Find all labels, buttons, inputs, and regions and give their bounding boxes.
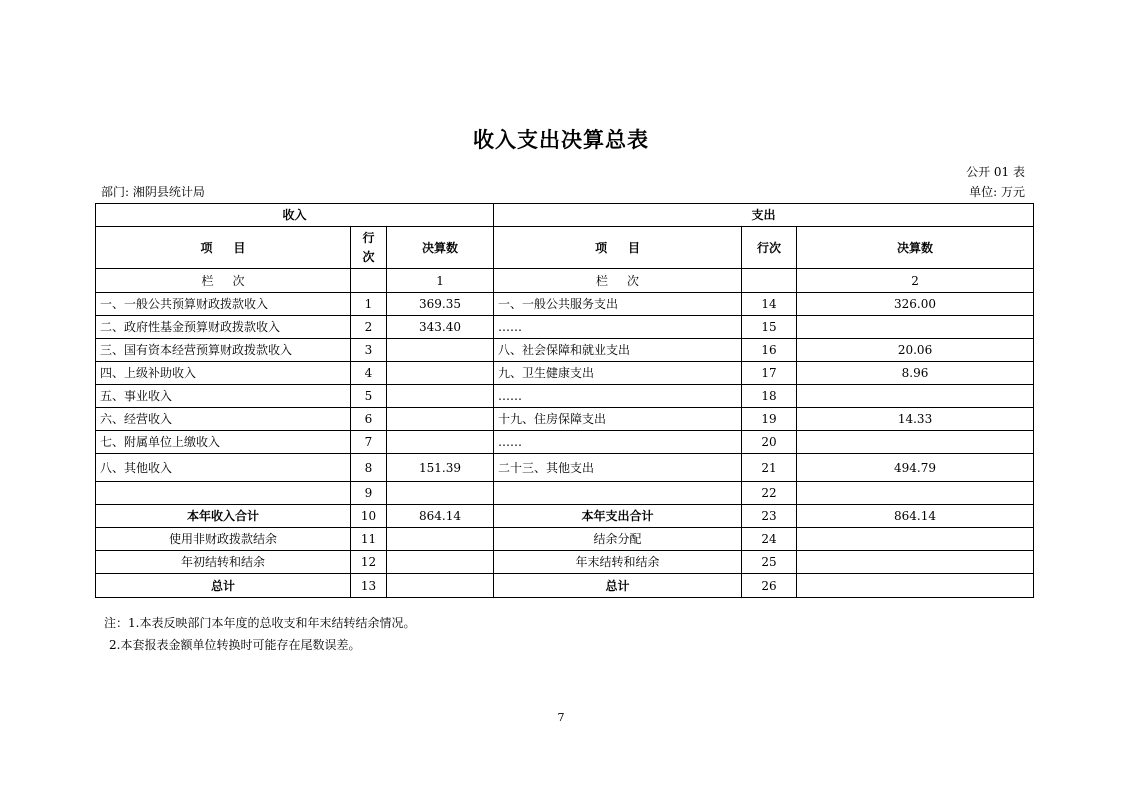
income-row-no: 12 [351,551,387,574]
income-row-no: 11 [351,528,387,551]
expense-item-col-header: 项 目 [494,227,742,269]
unit-label: 单位: 万元 [969,185,1025,199]
income-item-col-header: 项 目 [96,227,351,269]
expense-item: 八、社会保障和就业支出 [494,339,742,362]
income-row-no: 5 [351,385,387,408]
expense-amount: 494.79 [797,454,1034,482]
income-amount: 343.40 [387,316,494,339]
expense-item: …… [494,385,742,408]
footnotes [104,612,415,656]
table-row [96,339,1034,362]
expense-row-no: 14 [742,293,797,316]
expense-row-no: 25 [742,551,797,574]
table-row [96,454,1034,482]
expense-amount: 20.06 [797,339,1034,362]
expense-row-no: 19 [742,408,797,431]
income-col-number: 1 [387,269,494,293]
department-label: 部门: 湘阴县统计局 [101,185,205,199]
income-amount [387,362,494,385]
income-item: 六、经营收入 [96,408,351,431]
income-row-no: 7 [351,431,387,454]
expense-row-no: 15 [742,316,797,339]
year-income-total-label: 本年收入合计 [96,505,351,528]
income-expense-table [95,203,1034,598]
expense-amount: 326.00 [797,293,1034,316]
income-row-no: 3 [351,339,387,362]
table-row [96,482,1034,505]
income-row-no: 2 [351,316,387,339]
footnote-2: 2.本套报表金额单位转换时可能存在尾数误差。 [109,638,361,652]
income-amount [387,482,494,505]
page-title: 收入支出决算总表 [473,128,649,152]
income-item: 八、其他收入 [96,454,351,482]
expense-row-no: 23 [742,505,797,528]
income-header: 收入 [96,204,494,227]
non-fiscal-surplus-label: 使用非财政拨款结余 [96,528,351,551]
income-amount [387,339,494,362]
form-number: 公开 01 表 [966,165,1025,179]
expense-row-no: 22 [742,482,797,505]
expense-row-no: 21 [742,454,797,482]
income-row-no-col-header: 行次 [351,227,387,269]
expense-amount [797,431,1034,454]
expense-col-number: 2 [797,269,1034,293]
year-expense-total-label: 本年支出合计 [494,505,742,528]
table-row [96,551,1034,574]
table-row [96,362,1034,385]
expense-item: 十九、住房保障支出 [494,408,742,431]
income-item [96,482,351,505]
expense-row-no: 18 [742,385,797,408]
table-row [96,385,1034,408]
income-row-no: 9 [351,482,387,505]
income-amount: 151.39 [387,454,494,482]
income-lanci-label: 栏 次 [96,269,351,293]
closing-balance-label: 年末结转和结余 [494,551,742,574]
page-number: 7 [557,711,565,724]
expense-amount: 14.33 [797,408,1034,431]
income-row-no: 13 [351,574,387,598]
income-item: 一、一般公共预算财政拨款收入 [96,293,351,316]
income-amount [387,408,494,431]
expense-amount [797,316,1034,339]
expense-row-no: 20 [742,431,797,454]
table-row [96,431,1034,454]
table-row [96,293,1034,316]
income-row-no: 4 [351,362,387,385]
footnote-1: 注：1.本表反映部门本年度的总收支和年末结转结余情况。 [104,616,416,630]
expense-item: 二十三、其他支出 [494,454,742,482]
expense-item: …… [494,431,742,454]
income-amount [387,431,494,454]
year-expense-total-value: 864.14 [797,505,1034,528]
expense-row-no-col-header: 行次 [742,227,797,269]
grand-expense-total-label: 总计 [494,574,742,598]
expense-row-no: 17 [742,362,797,385]
expense-item [494,482,742,505]
year-total-row [96,505,1034,528]
table-row [96,408,1034,431]
income-row-no: 1 [351,293,387,316]
expense-header: 支出 [494,204,1034,227]
grand-income-total-label: 总计 [96,574,351,598]
expense-row-no: 16 [742,339,797,362]
income-amount-col-header: 决算数 [387,227,494,269]
expense-amount: 8.96 [797,362,1034,385]
surplus-distribution-label: 结余分配 [494,528,742,551]
lanci-row [96,269,1034,293]
income-item: 三、国有资本经营预算财政拨款收入 [96,339,351,362]
income-item: 七、附属单位上缴收入 [96,431,351,454]
expense-row-no: 24 [742,528,797,551]
expense-row-no: 26 [742,574,797,598]
expense-item: 一、一般公共服务支出 [494,293,742,316]
income-row-no: 10 [351,505,387,528]
income-amount: 369.35 [387,293,494,316]
income-row-no: 6 [351,408,387,431]
table-row [96,316,1034,339]
expense-amount [797,385,1034,408]
expense-amount [797,482,1034,505]
section-header-row [96,204,1034,227]
expense-amount-col-header: 决算数 [797,227,1034,269]
opening-balance-label: 年初结转和结余 [96,551,351,574]
income-item: 四、上级补助收入 [96,362,351,385]
income-row-no: 8 [351,454,387,482]
column-header-row [96,227,1034,269]
income-amount [387,385,494,408]
grand-total-row [96,574,1034,598]
year-income-total-value: 864.14 [387,505,494,528]
table-row [96,528,1034,551]
expense-item: 九、卫生健康支出 [494,362,742,385]
income-item: 五、事业收入 [96,385,351,408]
income-item: 二、政府性基金预算财政拨款收入 [96,316,351,339]
expense-item: …… [494,316,742,339]
expense-lanci-label: 栏 次 [494,269,742,293]
